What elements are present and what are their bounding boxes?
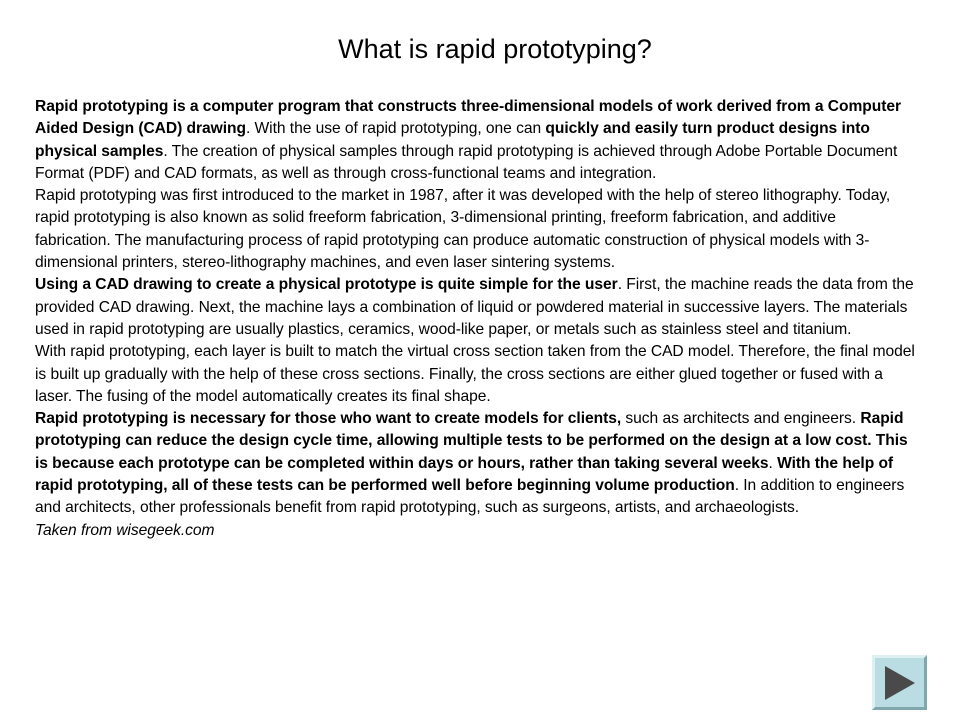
paragraph-definition [35, 96, 915, 185]
bold-text: With the help of rapid prototyping, all of these tests can be performed well before beginning volume production [35, 454, 894, 495]
paragraph-layers: With rapid prototyping, each layer is built to match the virtual cross section taken from the CAD model. Therefore, the final model is built up gradually with the help of these cross sections. Finally, the cross sections are either glued together or fused with a laser. The fusing of the model automatically creates its final shape. [35, 343, 915, 405]
slide-title: What is rapid prototyping? [338, 34, 652, 64]
bold-text: Rapid prototyping can reduce the design cycle time, allowing multiple tests to be performed on the design at a low cost. This is because each prototype can be completed within days or hours, rather than taking several weeks [35, 410, 908, 472]
body-text: . First, the machine reads the data from the provided CAD drawing. Next, the machine lays a combination of liquid or powdered material in successive layers. The materials used in rapid prototyping are usually plastics, ceramics, wood-like paper, or metals such as stainless steel and titanium. [35, 276, 914, 338]
body-text: such as architects and engineers. [621, 410, 861, 428]
source-citation: Taken from wisegeek.com [35, 521, 215, 539]
body-text: . In addition to engineers and architects, other professionals benefit from rapid prototyping, such as surgeons, artists, and archaeologists. [35, 477, 905, 517]
play-triangle-icon [883, 665, 917, 701]
bold-text: Using a CAD drawing to create a physical prototype is quite simple for the user [35, 276, 618, 294]
bold-text: Rapid prototyping is necessary for those who want to create models for clients, [35, 410, 622, 428]
next-slide-button[interactable] [872, 655, 927, 710]
bold-text: Rapid prototyping is a computer program that constructs three-dimensional models of work derived from a Computer Aided Design (CAD) drawing [35, 98, 902, 138]
body-text: . [768, 454, 778, 472]
bold-text: quickly and easily turn product designs into physical samples [35, 120, 870, 160]
body-text: . The creation of physical samples through rapid prototyping is achieved through Adobe Portable Document Format (PDF) and CAD formats, as well as through cross-functional teams and integration. [35, 142, 898, 182]
body-text: . With the use of rapid prototyping, one can [245, 120, 546, 138]
paragraph-process [35, 274, 915, 341]
paragraph-benefits [35, 408, 915, 519]
slide-body [35, 96, 915, 542]
paragraph-history: Rapid prototyping was first introduced to the market in 1987, after it was developed with the help of stereo lithography. Today, rapid prototyping is also known as solid freeform fabrication, 3-dimensional printing, freeform fabrication, and additive fabrication. The manufacturing process of rapid prototyping can produce automatic construction of physical models with 3-dimensional printers, stereo-lithography machines, and even laser sintering systems. [35, 187, 891, 272]
